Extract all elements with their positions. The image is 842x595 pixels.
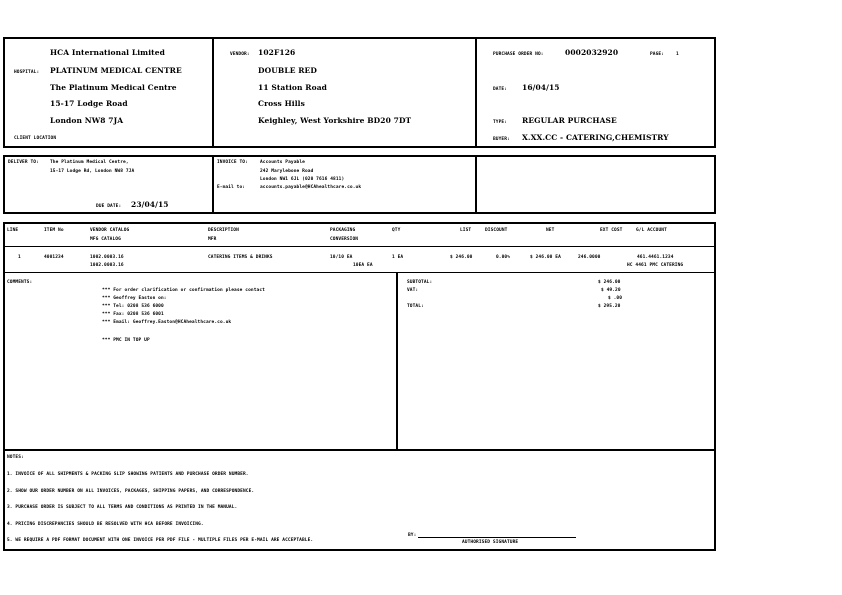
vat-value: $ 49.20 (601, 288, 621, 293)
col-description: DESCRIPTION (208, 228, 239, 233)
cell-vendor-catalog: 1002.0003.16 (90, 255, 124, 260)
po-label: PURCHASE ORDER NO: (493, 52, 544, 57)
buyer: X.XX.CC - CATERING,CHEMISTRY (522, 133, 669, 142)
divider (3, 246, 716, 247)
vendor-address: Keighley, West Yorkshire BD20 7DT (258, 116, 412, 125)
col-item: ITEM No (44, 228, 64, 233)
subtotal-label: SUBTOTAL: (407, 280, 433, 285)
page-number: 1 (676, 52, 679, 57)
divider (3, 449, 716, 451)
divider (3, 272, 716, 273)
by-label: BY: (408, 533, 417, 538)
invoice-to-line: 242 Marylebone Road (260, 169, 314, 174)
cell-description: CATERING ITEMS & DRINKS (208, 255, 273, 260)
hospital-label: HOSPITAL: (14, 70, 40, 75)
divider (475, 37, 477, 148)
deliver-to-line: 15-17 Lodge Rd, London NW8 7JA (50, 169, 135, 174)
col-conversion: CONVERSION (330, 237, 359, 242)
buyer-label: BUYER: (493, 137, 510, 142)
cell-discount: 0.00% (496, 255, 511, 260)
invoice-to-line: Accounts Payable (260, 160, 305, 165)
divider (212, 37, 214, 148)
note-item: 5. WE REQUIRE A PDF FORMAT DOCUMENT WITH ONE INVOICE PER PDF FILE - MULTIPLE FILES PER E-MAIL ARE ACCEPTABLE. (7, 538, 314, 543)
col-gl-account: G/L ACCOUNT (636, 228, 667, 233)
deliver-to-label: DELIVER TO: (8, 160, 39, 165)
invoice-to-line: London NW1 6JL (020 7616 4811) (260, 177, 345, 182)
invoice-to-label: INVOICE TO: (217, 160, 248, 165)
col-mfr: MFR (208, 237, 217, 242)
col-ext-cost: EXT COST (600, 228, 623, 233)
cell-conversion: 10EA EA (353, 263, 373, 268)
cell-gl-account: 461.4461.1234 (637, 255, 674, 260)
comment-line: *** Tel: 0208 536 6000 (102, 304, 164, 309)
comment-line: *** PMC IN TOP UP (102, 338, 150, 343)
note-item: 1. INVOICE OF ALL SHIPMENTS & PACKING SLIP SHOWING PATIENTS AND PURCHASE ORDER NUMBER. (7, 472, 249, 477)
divider (212, 155, 214, 214)
col-packaging: PACKAGING (330, 228, 356, 233)
col-net: NET (546, 228, 555, 233)
vendor-address: 11 Station Road (258, 83, 328, 92)
date-label: DATE: (493, 87, 508, 92)
comment-line: *** Email: Geoffrey.Easton@HCAhealthcare.co.uk (102, 320, 232, 325)
hospital-name: PLATINUM MEDICAL CENTRE (50, 66, 182, 75)
address-line: 15-17 Lodge Road (50, 99, 128, 108)
vendor-code: 102F126 (258, 48, 296, 57)
comments-label: COMMENTS: (7, 280, 33, 285)
subtotal-value: $ 246.00 (598, 280, 621, 285)
comment-line: *** For order clarification or confirmation please contact (102, 288, 265, 293)
cell-packaging: 10/10 EA (330, 255, 353, 260)
col-qty: QTY (392, 228, 401, 233)
cell-list: $ 246.00 (450, 255, 473, 260)
address-line: The Platinum Medical Centre (50, 83, 177, 92)
signature-line (418, 537, 576, 538)
cell-line: 1 (18, 255, 21, 260)
comment-line: *** Geoffrey Easton on: (102, 296, 167, 301)
col-line: LINE (7, 228, 19, 233)
divider (396, 272, 398, 450)
cell-item: 4001234 (44, 255, 64, 260)
address-line: London NW8 7JA (50, 116, 124, 125)
cell-mfg-catalog: 1002.0003.16 (90, 263, 124, 268)
vat-label: VAT: (407, 288, 419, 293)
cell-ext-cost: 246.0000 (578, 255, 601, 260)
vendor-address: DOUBLE RED (258, 66, 317, 75)
company-name: HCA International Limited (50, 48, 165, 57)
total-label: TOTAL: (407, 304, 424, 309)
cell-net: $ 246.00 EA (530, 255, 561, 260)
signature-label: AUTHORISED SIGNATURE (462, 540, 519, 545)
col-vendor-catalog: VENDOR CATALOG (90, 228, 130, 233)
email-address: accounts.payable@HCAhealthcare.co.uk (260, 185, 362, 190)
deliver-to-line: The Platinum Medical Centre, (50, 160, 129, 165)
col-list: LIST (460, 228, 472, 233)
note-item: 4. PRICING DISCREPANCIES SHOULD BE RESOLVED WITH HCA BEFORE INVOICING. (7, 522, 204, 527)
note-item: 2. SHOW OUR ORDER NUMBER ON ALL INVOICES, PACKAGES, SHIPPING PAPERS, AND CORRESPONDENCE. (7, 489, 255, 494)
col-mfg-catalog: MFG CATALOG (90, 237, 121, 242)
note-item: 3. PURCHASE ORDER IS SUBJECT TO ALL TERMS AND CONDITIONS AS PRINTED IN THE MANUAL. (7, 505, 238, 510)
vendor-label: VENDOR: (230, 52, 250, 57)
other-value: $ .00 (608, 296, 623, 301)
cell-gl-description: HC 4461 PMC CATERING (627, 263, 684, 268)
col-discount: DISCOUNT (485, 228, 508, 233)
po-date: 16/04/15 (522, 83, 560, 92)
due-date-label: DUE DATE: (96, 204, 122, 209)
cell-qty: 1 EA (392, 255, 404, 260)
po-number: 0002032920 (565, 48, 619, 57)
email-label: E-mail to: (217, 185, 246, 190)
total-value: $ 295.20 (598, 304, 621, 309)
client-location-label: CLIENT LOCATION (14, 136, 57, 141)
due-date: 23/04/15 (131, 200, 169, 209)
page-label: PAGE: (650, 52, 665, 57)
vendor-address: Cross Hills (258, 99, 305, 108)
notes-label: NOTES: (7, 455, 24, 460)
comment-line: *** Fax: 0208 536 6001 (102, 312, 164, 317)
po-type: REGULAR PURCHASE (522, 116, 617, 125)
type-label: TYPE: (493, 120, 508, 125)
divider (475, 155, 477, 214)
